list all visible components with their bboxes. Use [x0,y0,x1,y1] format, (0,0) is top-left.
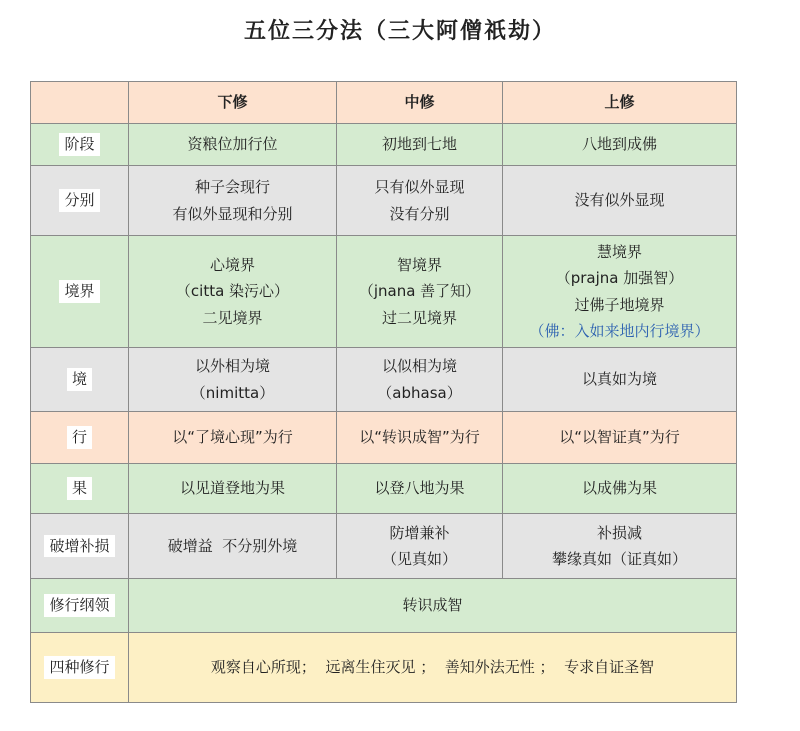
cell-text: 以见道登地为果 [179,479,285,498]
table-cell [129,166,337,236]
row-label-text: 四种修行 [44,656,114,679]
cell-text: 以“以智证真”为行 [559,428,680,447]
cell-text: 过二见境界 [381,308,457,327]
header-upper-cultivation: 上修 [503,82,737,124]
cell-text: 心境界 [209,256,255,275]
row-label-text: 修行纲领 [44,594,114,617]
table-cell [503,166,737,236]
row-label [31,633,129,703]
page-title: 五位三分法（三大阿僧祇劫） [243,19,556,44]
table-cell [337,236,503,348]
table-row [31,579,737,633]
row-label [31,166,129,236]
table-cell [503,348,737,412]
merged-cell [129,579,737,633]
table-cell [337,348,503,412]
cell-text: （prajna 加强智） [555,269,684,288]
cell-text: 防增兼补 [389,523,450,542]
cell-text: 以“转识成智”为行 [359,428,480,447]
row-label-text: 阶段 [59,133,99,156]
cell-text: 转识成智 [402,596,463,615]
table-cell [503,236,737,348]
header-middle-cultivation: 中修 [337,82,503,124]
cell-text: 种子会现行 [194,178,270,197]
table-cell [503,514,737,579]
cell-text: 破增益 不分别外境 [167,536,298,555]
cell-text: 有似外显现和分别 [172,204,293,223]
table-cell [129,236,337,348]
table-row [31,514,737,579]
table-cell [129,412,337,464]
cell-text: 以外相为境 [194,357,270,376]
table-cell [337,514,503,579]
table-row [31,166,737,236]
table-cell [129,348,337,412]
cell-text: 慧境界 [596,243,642,261]
row-label-text: 破增补损 [44,535,114,558]
cell-text: 补损减 [596,523,642,542]
row-label [31,579,129,633]
cell-text: （abhasa） [377,383,462,402]
row-label-text: 果 [67,477,92,500]
cell-text: 以真如为境 [581,370,657,389]
row-label-text: 行 [67,426,92,449]
table-row [31,633,737,703]
table-row [31,348,737,412]
buddha-note-text: （佛：入如来地内行境界） [529,321,710,340]
cell-text: 没有分别 [389,204,450,223]
cell-text: 以成佛为果 [581,479,657,498]
table-cell [337,166,503,236]
row-label [31,514,129,579]
table-cell [503,464,737,514]
cell-text: 只有似外显现 [374,178,465,197]
cell-text: （见真如） [381,550,457,568]
table-cell [129,514,337,579]
header-corner-cell [31,82,129,124]
cell-text: 资粮位加行位 [187,135,278,154]
table-cell [503,124,737,166]
table-cell [129,464,337,514]
cell-text: 攀缘真如（证真如） [551,550,687,568]
cell-text: 八地到成佛 [581,135,657,154]
table-header-row [31,82,737,124]
comparison-table [30,81,737,703]
cell-text: （jnana 善了知） [358,282,481,301]
cell-text: 没有似外显现 [574,191,665,210]
header-lower-cultivation: 下修 [129,82,337,124]
cell-text: 观察自心所现； 远离生住灭见 ； 善知外法无性 ； 专求自证圣智 [210,658,655,677]
cell-text: 智境界 [396,256,442,275]
cell-text: 过佛子地境界 [574,295,665,314]
cell-text: 初地到七地 [381,135,457,154]
row-label [31,464,129,514]
table-cell [129,124,337,166]
cell-text: 以登八地为果 [374,479,465,498]
table-row [31,236,737,348]
row-label-text: 境 [67,368,92,391]
cell-text: 二见境界 [202,308,263,327]
table-row [31,412,737,464]
merged-cell [129,633,737,703]
row-label-text: 分别 [59,189,99,212]
table-cell [337,464,503,514]
row-label [31,412,129,464]
cell-text: （citta 染污心） [175,282,290,301]
table-row [31,464,737,514]
row-label [31,236,129,348]
table-row [31,124,737,166]
table-cell [503,412,737,464]
row-label-text: 境界 [59,280,99,303]
row-label [31,124,129,166]
table-cell [337,412,503,464]
table-cell [337,124,503,166]
cell-text: （nimitta） [190,383,275,402]
cell-text: 以似相为境 [381,357,457,376]
cell-text: 以“了境心现”为行 [172,428,293,447]
row-label [31,348,129,412]
